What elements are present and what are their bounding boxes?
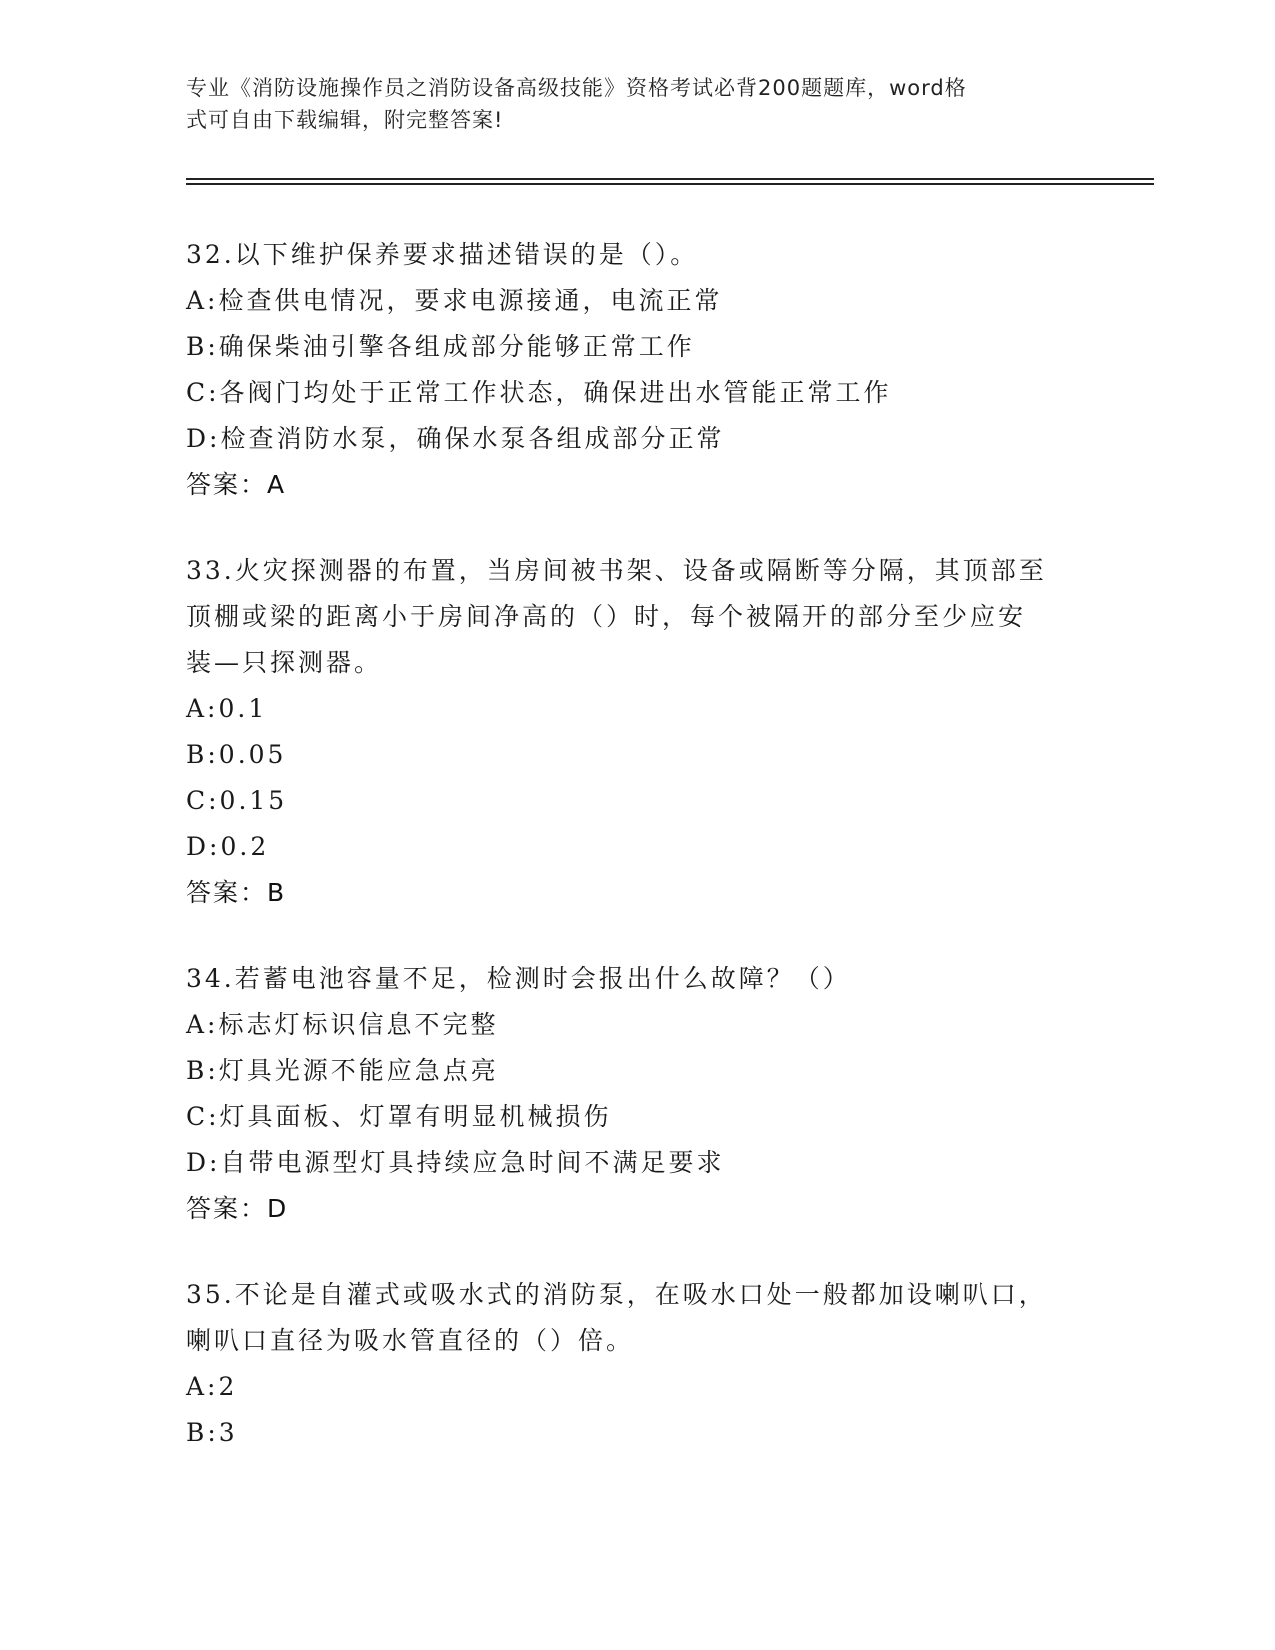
question-33 <box>186 548 1086 916</box>
answer-label: 答案：B <box>186 878 287 907</box>
option-c: C:0.15 <box>186 786 288 815</box>
option-c: C:各阀门均处于正常工作状态，确保进出水管能正常工作 <box>186 378 892 407</box>
question-stem-line-2: 顶棚或梁的距离小于房间净高的（）时，每个被隔开的部分至少应安 <box>186 602 1027 631</box>
option-c: C:灯具面板、灯罩有明显机械损伤 <box>186 1102 612 1131</box>
option-d: D:0.2 <box>186 832 270 861</box>
document-header <box>186 72 1066 136</box>
header-divider-bottom <box>186 183 1154 185</box>
question-35 <box>186 1272 1086 1456</box>
answer-label: 答案：A <box>186 470 287 499</box>
question-32 <box>186 232 1086 508</box>
answer-label: 答案：D <box>186 1194 289 1223</box>
question-stem-line-3: 装—只探测器。 <box>186 648 383 677</box>
header-line-2: 式可自由下载编辑，附完整答案! <box>186 108 504 132</box>
option-b: B:确保柴油引擎各组成部分能够正常工作 <box>186 332 695 361</box>
option-b: B:0.05 <box>186 740 287 769</box>
question-34 <box>186 956 1086 1232</box>
header-line-1: 专业《消防设施操作员之消防设备高级技能》资格考试必背200题题库，word格 <box>186 76 967 100</box>
question-stem: 32.以下维护保养要求描述错误的是（）。 <box>186 240 699 269</box>
question-stem-line-2: 喇叭口直径为吸水管直径的（）倍。 <box>186 1326 635 1355</box>
option-d: D:自带电源型灯具持续应急时间不满足要求 <box>186 1148 725 1177</box>
option-a: A:标志灯标识信息不完整 <box>186 1010 499 1039</box>
option-d: D:检查消防水泵，确保水泵各组成部分正常 <box>186 424 725 453</box>
question-list <box>186 232 1086 1496</box>
option-a: A:0.1 <box>186 694 268 723</box>
option-a: A:2 <box>186 1372 238 1401</box>
question-stem-line-1: 35.不论是自灌式或吸水式的消防泵，在吸水口处一般都加设喇叭口， <box>186 1280 1047 1309</box>
header-divider-top <box>186 178 1154 180</box>
option-b: B:3 <box>186 1418 238 1447</box>
question-stem: 34.若蓄电池容量不足，检测时会报出什么故障？（） <box>186 964 851 993</box>
option-b: B:灯具光源不能应急点亮 <box>186 1056 499 1085</box>
question-stem-line-1: 33.火灾探测器的布置，当房间被书架、设备或隔断等分隔，其顶部至 <box>186 556 1047 585</box>
option-a: A:检查供电情况，要求电源接通，电流正常 <box>186 286 723 315</box>
